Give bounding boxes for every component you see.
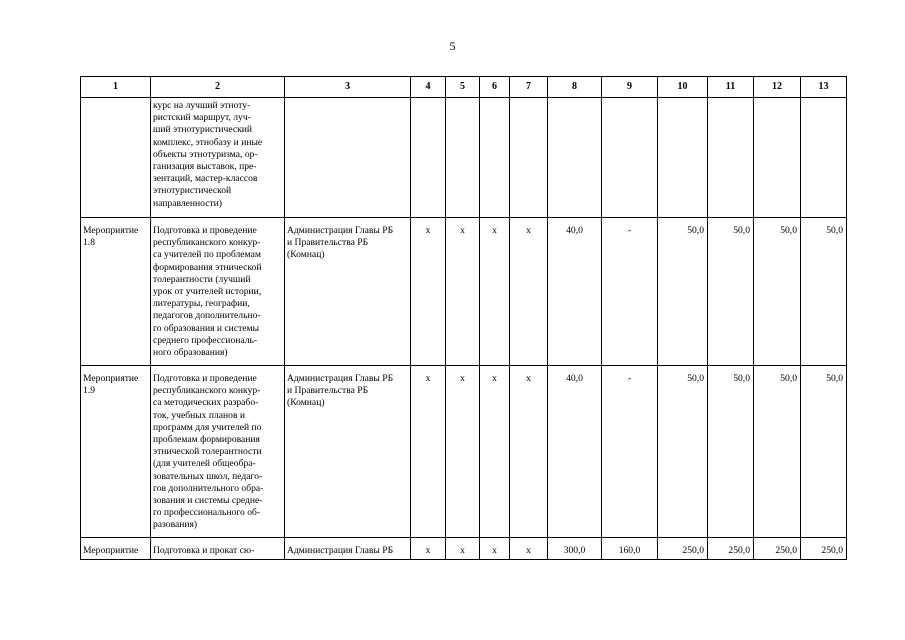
- table-row: [81, 366, 847, 538]
- value-cell: 40,0: [548, 218, 602, 366]
- activity-id: Мероприятие: [83, 545, 139, 556]
- header-row: [81, 77, 847, 98]
- page-number: 5: [449, 39, 456, 53]
- value-cell: -: [602, 218, 658, 366]
- header-cell: 9: [602, 77, 658, 98]
- header-cell: 11: [708, 77, 754, 98]
- value-cell: х: [446, 218, 480, 366]
- value-cell: 50,0: [754, 366, 801, 538]
- cell-empty: [510, 98, 548, 218]
- activity-id-cell: [81, 366, 151, 538]
- cell-empty: [81, 98, 151, 218]
- header-cell: 13: [801, 77, 847, 98]
- value-cell: 250,0: [658, 538, 708, 560]
- value-cell: 40,0: [548, 366, 602, 538]
- cell-empty: [602, 98, 658, 218]
- program-table: [80, 76, 847, 560]
- activity-description: Подготовка и проведение республиканского конкур- са учителей по проблемам формирования этнической толерантности (лучший урок от учителей истории, литературы, географии, педагогов дополнительно- го образования и системы среднего профессиональ- ного образования): [153, 225, 262, 359]
- activity-description-cell: [151, 366, 285, 538]
- value-cell: х: [480, 218, 510, 366]
- cell-empty: [754, 98, 801, 218]
- value-cell: х: [446, 538, 480, 560]
- value-cell: х: [510, 218, 548, 366]
- value-cell: 250,0: [801, 538, 847, 560]
- value-cell: 300,0: [548, 538, 602, 560]
- activity-description-cell: [151, 98, 285, 218]
- value-cell: х: [510, 538, 548, 560]
- value-cell: 250,0: [754, 538, 801, 560]
- activity-id-cell: [81, 218, 151, 366]
- table-row: [81, 218, 847, 366]
- value-cell: х: [446, 366, 480, 538]
- header-cell: 5: [446, 77, 480, 98]
- value-cell: 250,0: [708, 538, 754, 560]
- cell-empty: [446, 98, 480, 218]
- executor-cell: [285, 538, 411, 560]
- header-cell: 4: [411, 77, 446, 98]
- cell-empty: [480, 98, 510, 218]
- value-cell: х: [480, 538, 510, 560]
- executor: Администрация Главы РБ и Правительства РБ (Комнац): [287, 373, 394, 409]
- cell-empty: [285, 98, 411, 218]
- executor-cell: [285, 366, 411, 538]
- value-cell: х: [411, 538, 446, 560]
- value-cell: 50,0: [658, 218, 708, 366]
- executor: Администрация Главы РБ: [287, 545, 394, 556]
- table-row: [81, 538, 847, 560]
- value-cell: 50,0: [708, 366, 754, 538]
- header-cell: 1: [81, 77, 151, 98]
- value-cell: х: [411, 366, 446, 538]
- activity-id: Мероприятие 1.8: [83, 225, 139, 249]
- value-cell: 50,0: [754, 218, 801, 366]
- value-cell: -: [602, 366, 658, 538]
- activity-description: Подготовка и прокат сю-: [153, 545, 255, 556]
- value-cell: х: [480, 366, 510, 538]
- executor: Администрация Главы РБ и Правительства РБ (Комнац): [287, 225, 394, 261]
- cell-empty: [548, 98, 602, 218]
- cell-empty: [658, 98, 708, 218]
- value-cell: 50,0: [801, 366, 847, 538]
- header-cell: 3: [285, 77, 411, 98]
- value-cell: 50,0: [801, 218, 847, 366]
- activity-id: Мероприятие 1.9: [83, 373, 139, 397]
- value-cell: х: [510, 366, 548, 538]
- value-cell: х: [411, 218, 446, 366]
- header-cell: 10: [658, 77, 708, 98]
- value-cell: 50,0: [708, 218, 754, 366]
- header-cell: 6: [480, 77, 510, 98]
- cell-empty: [801, 98, 847, 218]
- value-cell: 160,0: [602, 538, 658, 560]
- activity-description-cell: [151, 538, 285, 560]
- header-cell: 7: [510, 77, 548, 98]
- header-cell: 8: [548, 77, 602, 98]
- activity-description: курс на лучший этноту- ристский маршрут, луч- ший этнотуристический комплекс, этнобазу и иные объекты этнотуризма, ор- ганизация выставок, пре- зентаций, мастер-классов этнотуристической направленности): [153, 100, 263, 209]
- header-cell: 12: [754, 77, 801, 98]
- table-row-continuation: [81, 98, 847, 218]
- activity-description: Подготовка и проведение республиканского конкур- са методических разрабо- ток, учебных планов и программ для учителей по проблемам формирования этнической толерантности (для учителей общеобра- зовательных школ, педаго- гов дополнительного обра- зования и системы средне- го профессионального об- разования): [153, 373, 264, 531]
- activity-description-cell: [151, 218, 285, 366]
- cell-empty: [411, 98, 446, 218]
- header-cell: 2: [151, 77, 285, 98]
- activity-id-cell: [81, 538, 151, 560]
- value-cell: 50,0: [658, 366, 708, 538]
- executor-cell: [285, 218, 411, 366]
- cell-empty: [708, 98, 754, 218]
